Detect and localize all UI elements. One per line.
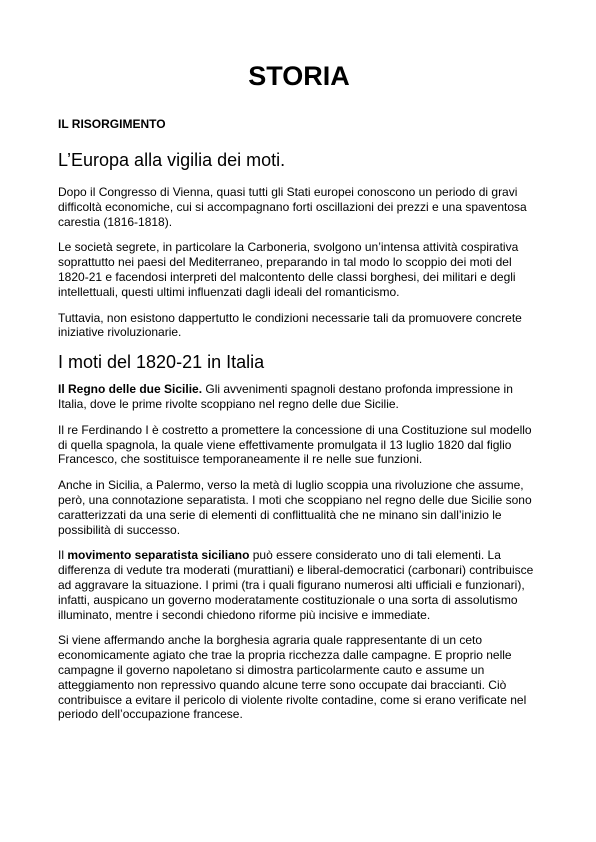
lead-bold: Il Regno delle due Sicilie.: [58, 382, 203, 397]
page-title: STORIA: [248, 61, 350, 91]
paragraph-text: Gli avvenimenti spagnoli destano profonda impressione in Italia, dove le prime rivolte scoppiano nel regno delle due Sicilie.: [58, 382, 513, 411]
paragraph: Anche in Sicilia, a Palermo, verso la metà di luglio scoppia una rivoluzione che assume, però, una connotazione separatista. I moti che scoppiano nel regno delle due Sicilie sono caratterizzati da una serie di elementi di conflittualità che ne minano sin dall’inizio le possibilità di successo.: [58, 478, 532, 537]
section-heading-europa: L’Europa alla vigilia dei moti.: [58, 150, 286, 170]
subject-heading: IL RISORGIMENTO: [58, 117, 166, 131]
paragraph: Tuttavia, non esistono dappertutto le condizioni necessarie tali da promuovere concrete iniziative rivoluzionarie.: [58, 310, 522, 340]
paragraph: Le società segrete, in particolare la Carboneria, svolgono un’intensa attività cospirativa soprattutto nei paesi del Mediterraneo, preparando in tal modo lo scoppio dei moti del 1820-21 e facendosi interpreti del malcontento delle classi borghesi, dei militari e degli intellettuali, questi ultimi influenzati dagli ideali del romanticismo.: [58, 240, 519, 299]
paragraph-text: Il: [58, 548, 68, 563]
paragraph-regno: [58, 382, 540, 412]
paragraph: Il re Ferdinando I è costretto a promettere la concessione di una Costituzione sul modello di quella spagnola, la quale viene effettivamente promulgata il 13 luglio 1820 dal figlio Francesco, che sostituisce temporaneamente il re nelle sue funzioni.: [58, 422, 532, 467]
section-heading-moti: I moti del 1820-21 in Italia: [58, 352, 265, 373]
paragraph-text: può essere considerato uno di tali elementi. La differenza di vedute tra moderati (murattiani) e liberal-democratici (carbonari) contribuisce ad aggravare la situazione. I primi (tra i quali figurano numerosi alti ufficiali e funzionari), infatti, auspicano un governo moderatamente costituzionale o una sorta di assolutismo illuminato, mentre i secondi chiedono riforme più incisive e immediate.: [58, 548, 534, 622]
paragraph-movimento: [58, 548, 540, 622]
lead-bold: movimento separatista siciliano: [67, 548, 250, 563]
paragraph: Si viene affermando anche la borghesia agraria quale rappresentante di un ceto economicamente agiato che trae la propria ricchezza dalle campagne. E proprio nelle campagne il governo napoletano si dimostra particolarmente cauto e assume un atteggiamento non repressivo quando alcune terre sono occupate dai braccianti. Ciò contribuisce a evitare il pericolo di violente rivolte contadine, come si erano verificate nel periodo dell’occupazione francese.: [58, 633, 527, 722]
paragraph: Dopo il Congresso di Vienna, quasi tutti gli Stati europei conoscono un periodo di gravi difficoltà economiche, cui si accompagnano forti oscillazioni dei prezzi e una spaventosa carestia (1816-1818).: [58, 185, 527, 229]
